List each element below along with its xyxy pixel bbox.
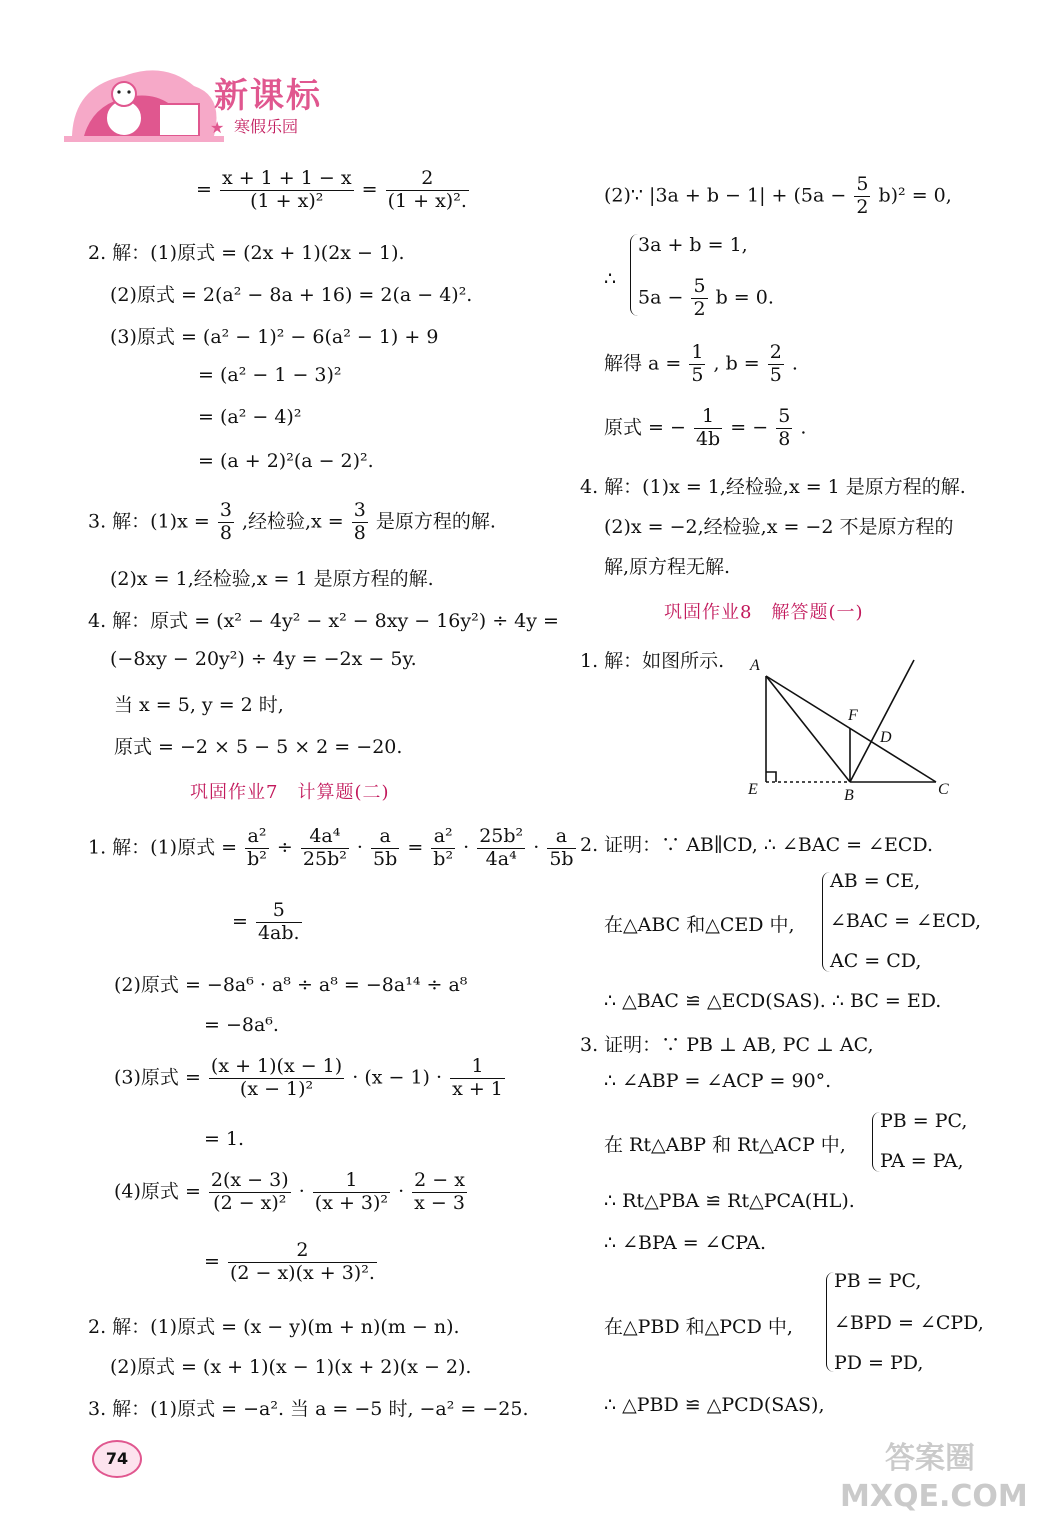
left-line-1: = $\frac{x + 1 + 1 - x}{\text{(1 + x)²}}$ = $\frac{2}{\text{(1 + x)².}}$ — [196, 167, 467, 212]
right-line-8: 1. 解：如图所示. — [580, 650, 725, 672]
watermark: 答案圈 MXQE.COM — [840, 1441, 1028, 1514]
proof-2-line-a: 2. 证明：∵ AB∥CD, ∴ ∠BAC = ∠ECD. — [580, 834, 934, 856]
label-E: E — [748, 781, 758, 798]
left-line-d3a: 3. 解：(1)原式 = −a². 当 a = −5 时, −a² = −25. — [88, 1398, 529, 1420]
calc-2-line-b: = −8a⁶. — [204, 1014, 279, 1036]
star-icon: ★ — [210, 118, 225, 137]
ray-BD — [850, 660, 914, 782]
left-line-10: 4. 解：原式 = (x² − 4y² − x² − 8xy − 16y²) ÷ 4y = — [88, 610, 559, 632]
calc-1-line: 1. 解：(1)原式 = $\frac{\text{a²}}{\text{b²}}$ ÷ $\frac{\text{4a⁴}}{\text{25b²}}$ · $\frac{a}{5b}$ = $\frac{\text{a²}}{\text{b²}}$ · $\frac{\text{25b²}}{\text{4a⁴}}$ · $\frac{a}{5b}$ — [88, 825, 574, 870]
proof-3-line-e: ∴ ∠BPA = ∠CPA. — [604, 1232, 767, 1254]
page-number: 74 — [105, 1449, 129, 1468]
left-line-5: = (a² − 1 − 3)² — [198, 364, 342, 386]
left-line-d2b: (2)原式 = (x + 1)(x − 1)(x + 2)(x − 2). — [110, 1356, 472, 1378]
left-line-11: (−8xy − 20y²) ÷ 4y = −2x − 5y. — [110, 648, 417, 670]
calc-3-line-b: = 1. — [204, 1128, 245, 1150]
brand-subtitle: 寒假乐园 — [234, 117, 299, 136]
label-D: D — [880, 729, 892, 746]
proof-3-cond-1: PB = PC, — [880, 1110, 968, 1132]
left-line-d2a: 2. 解：(1)原式 = (x − y)(m + n)(m − n). — [88, 1316, 460, 1338]
proof-3-cond-2: PA = PA, — [880, 1150, 964, 1172]
right-line-3: 解得 a = $\frac{1}{5}$ , b = $\frac{2}{5}$ . — [604, 341, 798, 386]
fraction: $\frac{2}{\text{(1 + x)².}}$ — [387, 167, 467, 212]
page-number-badge — [92, 1440, 142, 1478]
calc-1-result: = $\frac{5}{4ab.}$ — [232, 899, 300, 944]
left-line-9: (2)x = 1,经检验,x = 1 是原方程的解. — [110, 568, 434, 590]
right-line-5: 4. 解：(1)x = 1,经检验,x = 1 是原方程的解. — [580, 476, 966, 498]
right-line-4: 原式 = − $\frac{1}{4b}$ = − $\frac{5}{8}$ . — [604, 405, 807, 450]
proof-2-cond-1: AB = CE, — [830, 870, 921, 892]
calc-3-line-a: (3)原式 = $\frac{(x + 1)(x - 1)}{\text{(x − 1)²}}$ · (x − 1) · $\frac{1}{x + 1}$ — [114, 1055, 503, 1100]
proof-3-line-b: ∴ ∠ABP = ∠ACP = 90°. — [604, 1070, 832, 1092]
label-B: B — [844, 787, 854, 802]
right-line-7: 解,原方程无解. — [604, 556, 731, 578]
proof-3-line-d: ∴ Rt△PBA ≌ Rt△PCA(HL). — [604, 1190, 855, 1212]
label-F: F — [848, 707, 858, 724]
calc-2-line-a: (2)原式 = −8a⁶ · a⁸ ÷ a⁸ = −8a¹⁴ ÷ a⁸ — [114, 974, 468, 996]
brand-title: 新课标 — [214, 76, 322, 116]
snowman-logo-icon — [64, 56, 224, 146]
left-line-8: 3. 解：(1)x = $\frac{3}{8}$ ,经检验,x = $\frac{3}{8}$ 是原方程的解. — [88, 499, 496, 544]
section-heading-7: 巩固作业7 计算题(二) — [190, 782, 390, 803]
fraction: $\frac{x + 1 + 1 - x}{\text{(1 + x)²}}$ — [221, 167, 352, 212]
section-heading-8: 巩固作业8 解答题(一) — [664, 602, 864, 623]
left-line-2: 2. 解：(1)原式 = (2x + 1)(2x − 1). — [88, 242, 405, 264]
proof-3-label-1: 在 Rt△ABP 和 Rt△ACP 中, — [604, 1134, 846, 1156]
label-A: A — [750, 657, 760, 674]
proof-3-label-2: 在△PBD 和△PCD 中, — [604, 1316, 793, 1338]
left-line-4: (3)原式 = (a² − 1)² − 6(a² − 1) + 9 — [110, 326, 439, 348]
right-line-6: (2)x = −2,经检验,x = −2 不是原方程的 — [604, 516, 954, 538]
calc-4-line-a: (4)原式 = $\frac{2(x - 3)}{\text{(2 − x)²}}$ · $\frac{1}{\text{(x + 3)²}}$ · $\frac{2 - x}{x - 3}$ — [114, 1169, 465, 1214]
proof-2-cond-2: ∠BAC = ∠ECD, — [830, 910, 982, 932]
header-logo — [64, 56, 354, 146]
system-eq-1: 3a + b = 1, — [638, 234, 748, 256]
triangle-figure — [744, 652, 974, 802]
therefore-symbol: ∴ — [604, 268, 617, 290]
calc-4-line-b: = $\frac{2}{\text{(2 − x)(x + 3)².}}$ — [204, 1239, 375, 1284]
proof-3-line-a: 3. 证明：∵ PB ⊥ AB, PC ⊥ AC, — [580, 1034, 874, 1056]
proof-2-conclusion: ∴ △BAC ≌ △ECD(SAS). ∴ BC = ED. — [604, 990, 942, 1012]
system-eq-2: 5a − $\frac{5}{2}$ b = 0. — [638, 275, 774, 320]
right-line-1: (2)∵ |3a + b − 1| + (5a − $\frac{5}{2}$ b)² = 0, — [604, 173, 952, 218]
label-C: C — [938, 781, 949, 798]
proof-3-cond-4: ∠BPD = ∠CPD, — [834, 1312, 984, 1334]
right-angle-mark — [766, 772, 776, 782]
left-line-6: = (a² − 4)² — [198, 406, 302, 428]
segment-AC — [766, 676, 936, 782]
left-line-7: = (a + 2)²(a − 2)². — [198, 450, 374, 472]
left-line-13: 原式 = −2 × 5 − 5 × 2 = −20. — [114, 736, 403, 758]
proof-3-cond-3: PB = PC, — [834, 1270, 922, 1292]
left-line-3: (2)原式 = 2(a² − 8a + 16) = 2(a − 4)². — [110, 284, 473, 306]
segment-AB — [766, 676, 850, 782]
proof-3-conclusion: ∴ △PBD ≌ △PCD(SAS), — [604, 1394, 825, 1416]
left-line-12: 当 x = 5, y = 2 时, — [114, 694, 284, 716]
proof-3-cond-5: PD = PD, — [834, 1352, 924, 1374]
proof-2-cond-3: AC = CD, — [830, 950, 922, 972]
proof-2-label: 在△ABC 和△CED 中, — [604, 914, 795, 936]
